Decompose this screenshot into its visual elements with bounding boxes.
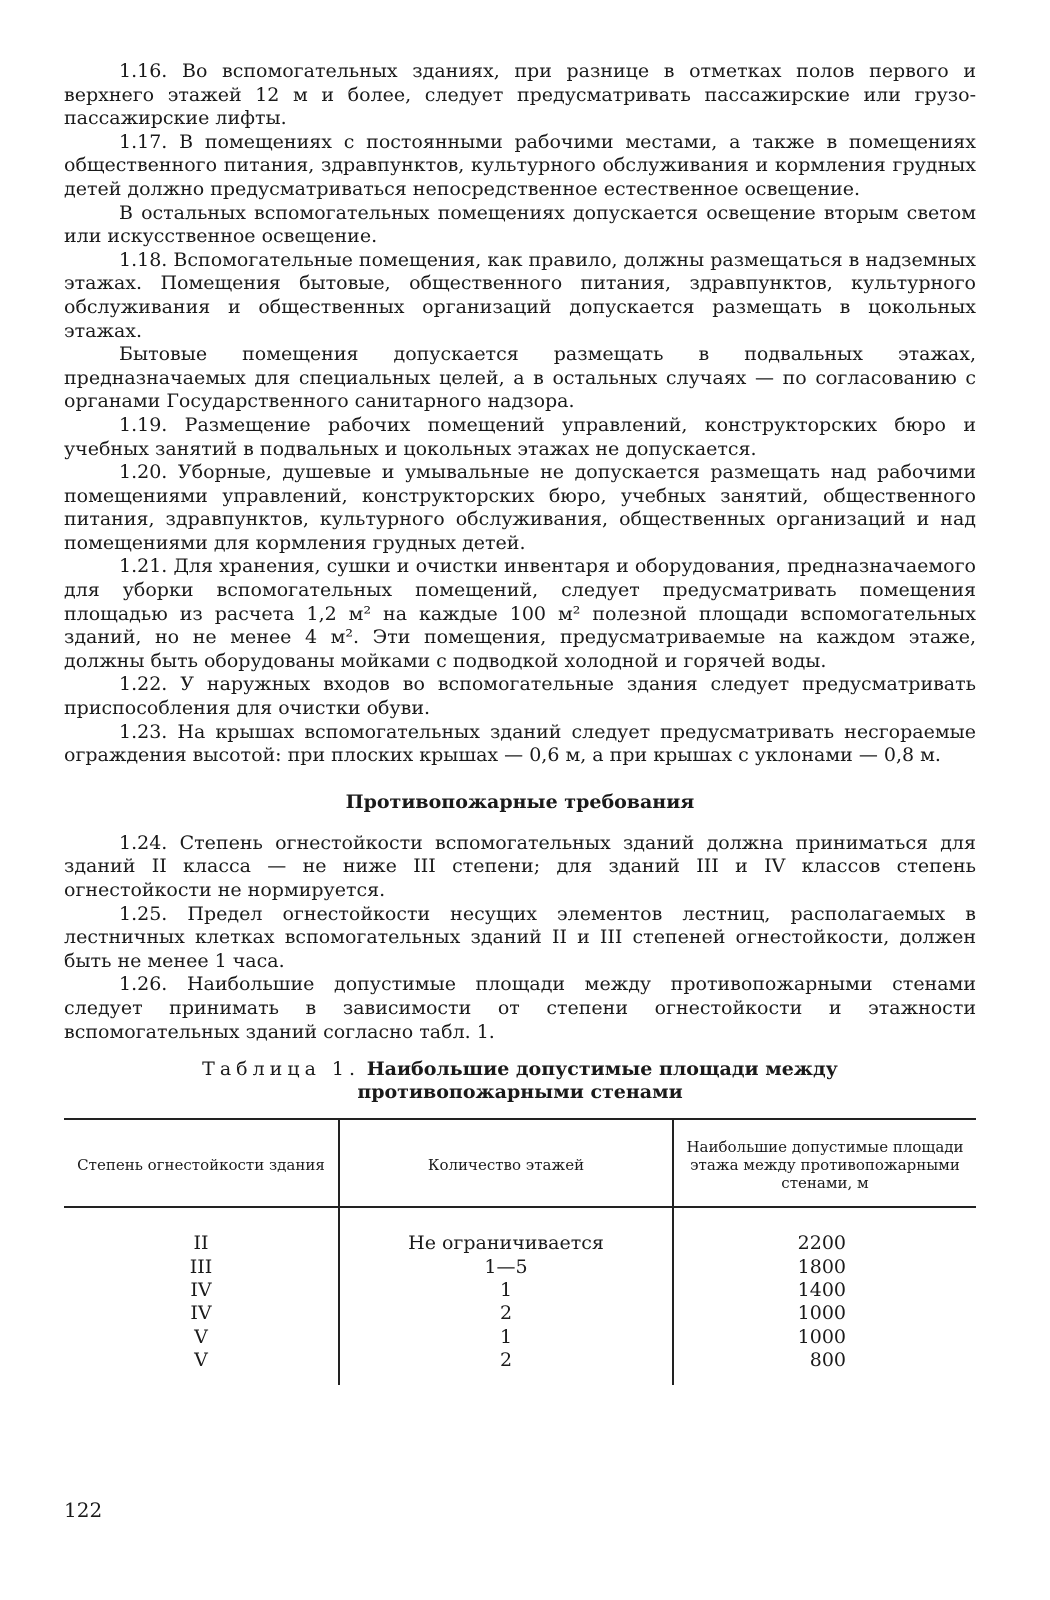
- cell-area: 1000: [673, 1302, 976, 1325]
- page-number: 122: [64, 1498, 103, 1522]
- section-heading: Противопожарные требования: [345, 790, 695, 813]
- paragraph-1-25: 1.25. Предел огнестойкости несущих элементов лестниц, располагаемых в лестничных клетках вспомогательных зданий II и III степеней огнестойкости, должен быть не менее 1 часа.: [64, 902, 976, 972]
- cell-degree: V: [194, 1325, 208, 1348]
- header-max-area: Наибольшие допустимые площади этажа между противопожарными стенами, м: [673, 1119, 976, 1207]
- table-row: [64, 1349, 976, 1384]
- cell-area: 1800: [673, 1256, 976, 1279]
- cell-floors: Не ограничивается: [339, 1207, 673, 1255]
- paragraph-1-19: 1.19. Размещение рабочих помещений управлений, конструкторских бюро и учебных занятий в подвальных и цокольных этажах не допускается.: [64, 413, 976, 460]
- table-caption-title-line2: противопожарными стенами: [357, 1081, 683, 1104]
- table-row: [64, 1256, 976, 1279]
- cell-degree: IV: [190, 1278, 212, 1301]
- table-row: [64, 1326, 976, 1349]
- cell-degree: II: [193, 1232, 209, 1255]
- paragraph-1-16: 1.16. Во вспомогательных зданиях, при разнице в отметках полов первого и верхнего этажей 12 м и более, следует предусматривать пассажирские или грузо-пассажирские лифты.: [64, 60, 976, 130]
- fire-walls-area-table: [64, 1118, 976, 1384]
- paragraph-1-17: 1.17. В помещениях с постоянными рабочими местами, а также в помещениях общественного питания, здравпунктов, культурного обслуживания и кормления грудных детей должно предусматриваться непосредственное естественное освещение.: [64, 130, 976, 200]
- cell-area: 1000: [673, 1326, 976, 1349]
- cell-floors: 2: [339, 1349, 673, 1384]
- paragraph-1-20: 1.20. Уборные, душевые и умывальные не допускается размещать над рабочими помещениями управлений, конструкторских бюро, учебных занятий, общественного питания, здравпунктов, культурного обслуживания, общественных организаций и над помещениями для кормления грудных детей.: [64, 461, 976, 554]
- cell-floors: 2: [339, 1302, 673, 1325]
- table-caption: [64, 1058, 976, 1104]
- paragraph-1-23: 1.23. На крышах вспомогательных зданий следует предусматривать несгораемые ограждения высотой: при плоских крышах — 0,6 м, а при крышах с уклонами — 0,8 м.: [64, 720, 976, 767]
- cell-area: 800: [673, 1349, 976, 1384]
- cell-area: 1400: [673, 1279, 976, 1302]
- paragraph-1-26: 1.26. Наибольшие допустимые площади между противопожарными стенами следует принимать в зависимости от степени огнестойкости и этажности вспомогательных зданий согласно табл. 1.: [64, 973, 976, 1043]
- table-caption-title-line1: Наибольшие допустимые площади между: [366, 1058, 838, 1081]
- paragraph-1-18-continued: Бытовые помещения допускается размещать в подвальных этажах, предназначаемых для специальных целей, а в остальных случаях — по согласованию с органами Государственного санитарного надзора.: [64, 343, 976, 413]
- cell-floors: 1: [339, 1326, 673, 1349]
- table-row: [64, 1207, 976, 1255]
- paragraph-1-21: 1.21. Для хранения, сушки и очистки инвентаря и оборудования, предназначаемого для уборки вспомогательных помещений, следует предусматривать помещения площадью из расчета 1,2 м² на каждые 100 м² полезной площади вспомогательных зданий, но не менее 4 м². Эти помещения, предусматриваемые на каждом этаже, должны быть оборудованы мойками с подводкой холодной и горячей воды.: [64, 555, 976, 672]
- table-row: [64, 1279, 976, 1302]
- table-header-row: [64, 1119, 976, 1207]
- cell-degree: IV: [190, 1302, 212, 1325]
- cell-area: 2200: [673, 1207, 976, 1255]
- cell-floors: 1: [339, 1279, 673, 1302]
- paragraph-1-24: 1.24. Степень огнестойкости вспомогательных зданий должна приниматься для зданий II класса — не ниже III степени; для зданий III и IV классов степень огнестойкости не нормируется.: [64, 831, 976, 901]
- header-floor-count: Количество этажей: [339, 1119, 673, 1207]
- paragraph-1-18: 1.18. Вспомогательные помещения, как правило, должны размещаться в надземных этажах. Помещения бытовые, общественного питания, здравпунктов, культурного обслуживания и общественных организаций допускается размещать в цокольных этажах.: [64, 248, 976, 342]
- cell-degree: V: [194, 1349, 208, 1372]
- table-row: [64, 1302, 976, 1325]
- paragraph-1-22: 1.22. У наружных входов во вспомогательные здания следует предусматривать приспособления для очистки обуви.: [64, 673, 976, 720]
- cell-degree: III: [189, 1255, 213, 1278]
- table-caption-label: Таблица 1.: [202, 1058, 361, 1081]
- paragraph-1-17-continued: В остальных вспомогательных помещениях допускается освещение вторым светом или искусственное освещение.: [64, 201, 976, 248]
- document-page: [64, 60, 976, 1385]
- header-fire-resistance: Степень огнестойкости здания: [64, 1119, 339, 1207]
- cell-floors: 1—5: [339, 1256, 673, 1279]
